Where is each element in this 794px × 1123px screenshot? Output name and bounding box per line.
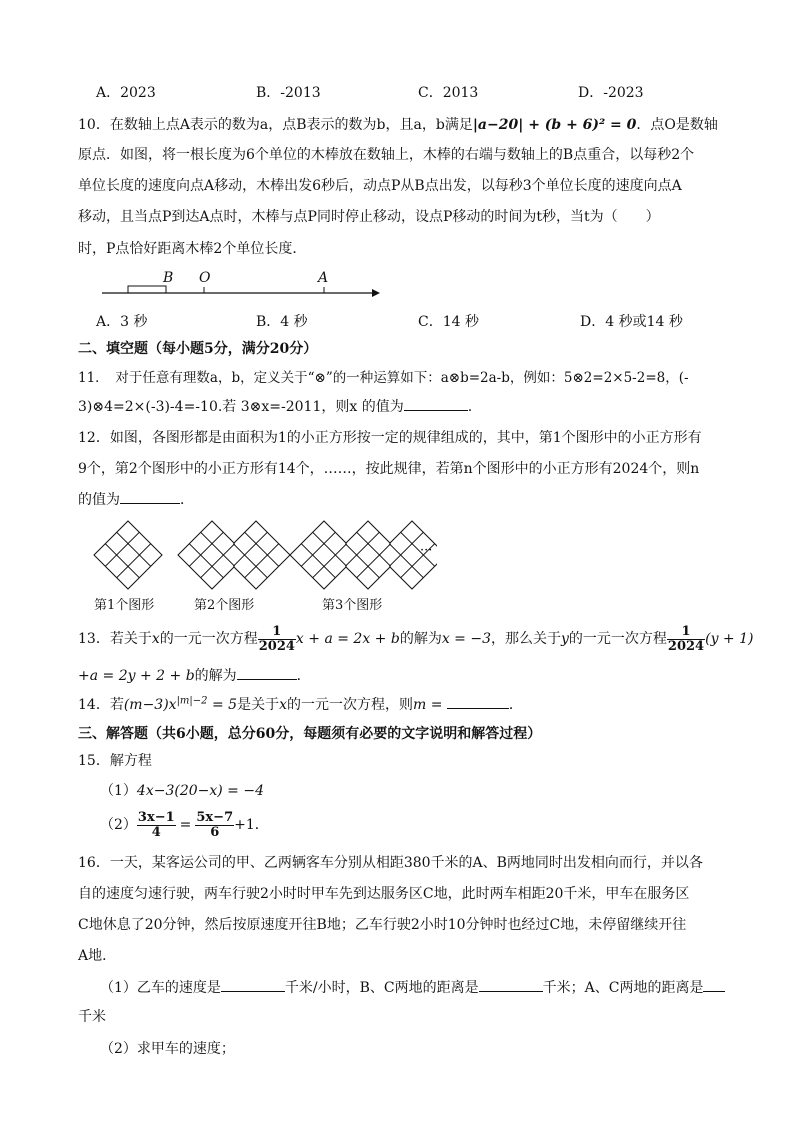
q14-var-x: x (279, 697, 287, 713)
q14-text-2: 是关于 (237, 697, 280, 713)
q12-line-3 (78, 489, 194, 509)
q9-option-d: D．-2023 (578, 85, 644, 101)
q16-blank-1 (221, 977, 285, 992)
q11-answer-blank (404, 396, 468, 411)
fraction-numerator: 1 (667, 625, 705, 640)
q15-title: 15．解方程 (78, 753, 152, 769)
q13-equation-2b: +a = 2y + 2 + b (78, 668, 195, 684)
q16-part-1-text-a: （1）乙车的速度是 (100, 980, 221, 996)
figure-2 (178, 521, 290, 589)
q13-line-1 (78, 624, 753, 658)
q15-fraction-1 (137, 811, 176, 840)
q13-text-4: ，那么关于 (491, 631, 561, 647)
q16-line-3: C地休息了20分钟，然后按原速度开往B地；乙车行驶2小时10分钟时也经过C地，未停留继续开往 (78, 917, 687, 933)
q10-option-b: B．4 秒 (256, 314, 308, 330)
square-pattern-figures (92, 519, 437, 591)
q11-line-2 (78, 396, 472, 416)
arrow-icon (372, 289, 380, 297)
q16-blank-2 (479, 977, 543, 992)
caption-figure-3: 第3个图形 (322, 598, 383, 613)
q10-text-1a: 10．在数轴上点A表示的数为a，点B表示的数为b，且a，b满足 (78, 117, 473, 133)
q12-end: ． (180, 492, 194, 508)
q13-var-x: x (151, 631, 160, 647)
q10-line-3: 单位长度的速度向点A移动，木棒出发6秒后，动点P从B点出发，以每秒3个单位长度的速度向点A (78, 178, 682, 194)
q15-part-1 (100, 780, 264, 800)
q16-part-1-text-b: 千米/小时，B、C两地的距离是 (284, 980, 479, 996)
q12-line-1: 12．如图，各图形都是由面积为1的小正方形按一定的规律组成的，其中，第1个图形中的小正方形有 (78, 430, 702, 446)
q14-equals: = 5 (207, 697, 238, 713)
q15-equals: = (179, 817, 192, 833)
q14-text-3: 的一元一次方程，则 (286, 697, 413, 713)
q10-option-a: A．3 秒 (96, 314, 148, 330)
q16-part-1 (100, 977, 725, 997)
figure-1 (94, 521, 162, 589)
label-b: B (163, 270, 174, 286)
q13-fraction-2 (667, 625, 705, 654)
q10-line-2: 原点．如图，将一根长度为6个单位的木棒放在数轴上，木棒的右端与数轴上的B点重合，以每秒2个 (78, 147, 695, 163)
q16-part-2: （2）求甲车的速度； (100, 1041, 235, 1057)
q10-text-1b: ．点O是数轴 (636, 117, 718, 133)
fraction-numerator: 5x−7 (196, 809, 234, 825)
q10-option-c: C．14 秒 (418, 314, 479, 330)
q10-line-5: 时，P点恰好距离木棒2个单位长度． (78, 241, 307, 257)
q13-text-1: 13．若关于 (78, 631, 152, 647)
q13-equation-1: x + a = 2x + b (295, 631, 400, 647)
q14-var-m: m = (412, 697, 447, 713)
q10-condition: |a−20| + (b + 6)² = 0 (472, 117, 637, 133)
q15-equation-1: 4x−3(20−x) = −4 (136, 783, 264, 799)
q16-line-4: A地． (78, 948, 117, 964)
q14-exponent: |m|−2 (176, 695, 208, 707)
q13-solution: x = −3 (441, 631, 491, 647)
q14-line (78, 694, 523, 714)
q14-end: ． (508, 697, 523, 713)
q9-option-c: C．2013 (418, 85, 479, 101)
q13-end: ． (296, 668, 311, 684)
section-2-heading: 二、填空题（每小题5分，满分20分） (78, 341, 318, 357)
stick-rect (128, 286, 166, 293)
q11-line-1: 11． 对于任意有理数a，b，定义关于“⊗”的一种运算如下：a⊗b=2a-b，例如：5⊗2=2×5-2=8，(- (78, 370, 689, 386)
q14-answer-blank (447, 694, 509, 709)
q12-text: 的值为 (78, 492, 120, 508)
q16-line-2: 自的速度匀速行驶，两车行驶2小时时甲车先到达服务区C地，此时两车相距20千米，甲车在服务区 (78, 886, 690, 902)
q15-fraction-2 (195, 811, 234, 840)
q10-line-4: 移动，且当点P到达A点时，木棒与点P同时停止移动，设点P移动的时间为t秒，当t为（ ） (78, 209, 660, 225)
q13-fraction-1 (258, 625, 296, 654)
q13-line-2 (78, 665, 311, 685)
caption-figure-1: 第1个图形 (94, 598, 155, 613)
q15-part-1-label: （1） (100, 783, 137, 799)
q10-option-d: D．4 秒或14 秒 (580, 314, 683, 330)
q15-end: +1． (234, 817, 269, 833)
q10-line-1 (78, 114, 718, 134)
fraction-numerator: 1 (258, 625, 296, 640)
q13-equation-2a: (y + 1) (705, 631, 754, 647)
ellipsis: ··· (420, 543, 433, 558)
q11-text: 3)⊗4=2×(-3)-4=-10.若 3⊗x=-2011，则x 的值为 (78, 399, 404, 415)
fraction-denominator: 2024 (667, 638, 705, 654)
q16-blank-3 (703, 977, 725, 992)
fraction-denominator: 4 (151, 824, 161, 840)
caption-figure-2: 第2个图形 (194, 598, 255, 613)
number-line-figure (96, 268, 386, 302)
label-o: O (199, 270, 211, 286)
fraction-denominator: 2024 (258, 638, 295, 654)
q16-line-1: 16．一天，某客运公司的甲、乙两辆客车分别从相距380千米的A、B两地同时出发相向而行，并以各 (78, 855, 703, 871)
q15-part-2-label: （2） (100, 817, 137, 833)
q12-line-2: 9个，第2个图形中的小正方形有14个，……，按此规律，若第n个图形中的小正方形有2024个，则n (78, 461, 700, 477)
q13-var-y: y (561, 631, 569, 647)
q9-option-b: B．-2013 (256, 85, 321, 101)
q15-part-2 (100, 808, 269, 842)
q9-option-a: A．2023 (96, 85, 156, 101)
q16-part-1-unit: 千米 (78, 1009, 106, 1025)
q16-part-1-text-c: 千米；A、C两地的距离是 (542, 980, 704, 996)
q13-text-6: 的解为 (194, 668, 237, 684)
q13-text-5: 的一元一次方程 (568, 631, 667, 647)
figure-3 (290, 521, 437, 589)
label-a: A (318, 270, 329, 286)
q11-end: . (467, 399, 473, 415)
q12-answer-blank (120, 489, 180, 504)
q14-text-1: 14．若 (78, 697, 124, 713)
q13-answer-blank (237, 665, 297, 680)
fraction-numerator: 3x−1 (137, 809, 175, 825)
q13-text-3: 的解为 (399, 631, 442, 647)
section-3-heading: 三、解答题（共6小题，总分60分，每题须有必要的文字说明和解答过程） (78, 726, 542, 742)
fraction-denominator: 6 (210, 824, 220, 840)
q13-text-2: 的一元一次方程 (159, 631, 258, 647)
q14-expression: (m−3)x (123, 697, 177, 713)
